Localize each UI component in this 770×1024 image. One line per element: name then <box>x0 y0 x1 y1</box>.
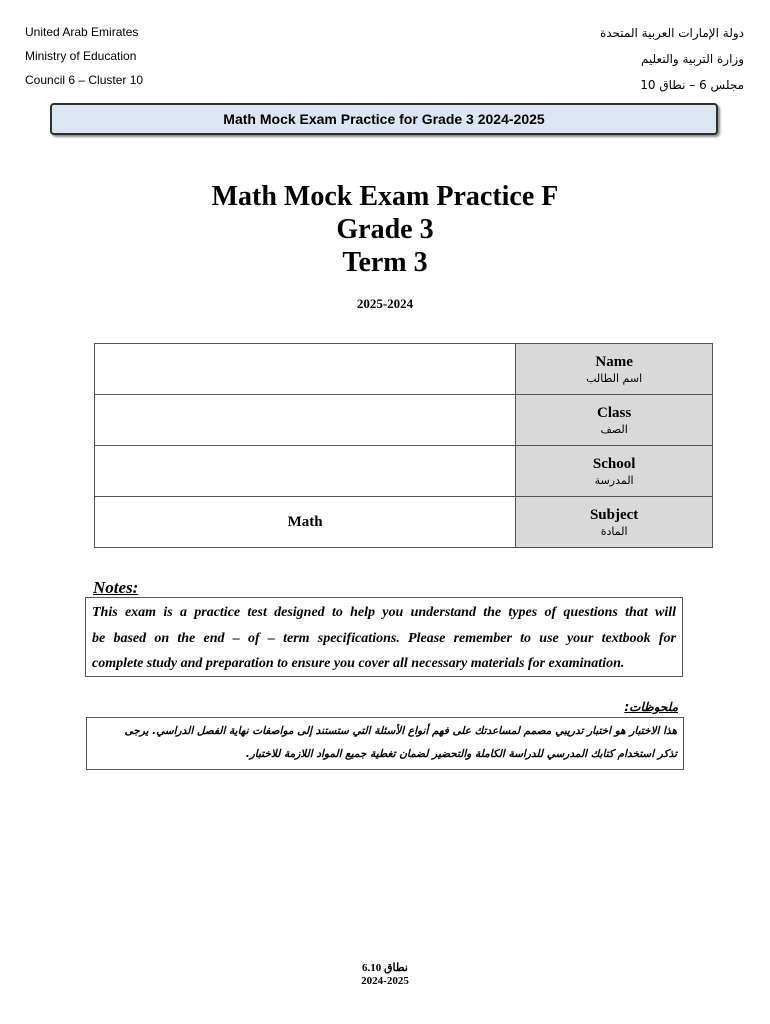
name-label-ar: اسم الطالب <box>586 371 643 385</box>
exam-banner: Math Mock Exam Practice for Grade 3 2024-2025 <box>50 103 718 135</box>
page-footer <box>0 962 770 988</box>
school-field[interactable] <box>95 446 516 497</box>
header-country: United Arab Emirates <box>25 25 139 39</box>
class-field[interactable] <box>95 395 516 446</box>
notes-heading: Notes: <box>93 578 139 597</box>
notes-line-3: complete study and preparation to ensure you cover all necessary materials for examination. <box>92 656 625 671</box>
info-row-class <box>95 395 713 446</box>
class-label: Class <box>597 404 632 421</box>
title-line-1: Math Mock Exam Practice F <box>211 181 559 212</box>
academic-year: 2025-2024 <box>356 296 414 311</box>
name-label-cell <box>516 344 713 395</box>
header-country-ar: دولة الإمارات العربية المتحدة <box>599 26 744 40</box>
title-line-2: Grade 3 <box>336 214 434 245</box>
exam-title <box>0 180 770 279</box>
notes-line-1: This exam is a practice test designed to help you understand the types of questions that will <box>92 605 676 620</box>
school-label-cell <box>516 446 713 497</box>
header-left <box>25 20 143 92</box>
arabic-notes-line-1: هذا الاختبار هو اختبار تدريبي مصمم لمساعدتك على فهم أنواع الأسئلة التي ستستند إلى مواصفات نهاية الفصل الدراسي. يرجى <box>124 725 677 737</box>
info-row-school <box>95 446 713 497</box>
info-row-subject <box>95 497 713 548</box>
header-council: Council 6 – Cluster 10 <box>25 73 144 87</box>
notes-box <box>85 597 683 677</box>
school-label: School <box>592 455 636 472</box>
school-label-ar: المدرسة <box>594 473 634 487</box>
arabic-notes-box <box>86 717 684 770</box>
class-label-cell <box>516 395 713 446</box>
footer-year: 2024-2025 <box>361 975 409 987</box>
info-row-name <box>95 344 713 395</box>
title-line-3: Term 3 <box>342 247 428 278</box>
student-info-table <box>94 343 713 548</box>
subject-label-ar: المادة <box>600 524 628 538</box>
header-ministry: Ministry of Education <box>25 49 137 63</box>
footer-cluster: نطاق 6.10 <box>362 962 408 974</box>
header-ministry-ar: وزارة التربية والتعليم <box>640 52 744 66</box>
notes-line-2: be based on the end – of – term specifications. Please remember to use your textbook for <box>92 630 676 646</box>
name-field[interactable] <box>95 344 516 395</box>
subject-field[interactable]: Math <box>95 497 516 548</box>
class-label-ar: الصف <box>600 422 628 436</box>
subject-label-cell <box>516 497 713 548</box>
header-right-arabic <box>600 20 744 98</box>
subject-label: Subject <box>589 506 639 523</box>
header-council-ar: مجلس 6 – نطاق 10 <box>640 78 744 92</box>
arabic-notes-heading: ملحوظات: <box>624 700 678 714</box>
arabic-notes-line-2: تذكر استخدام كتابك المدرسي للدراسة الكاملة والتحضير لضمان تغطية جميع المواد اللازمة للاختبار. <box>245 748 677 760</box>
name-label: Name <box>595 353 633 370</box>
